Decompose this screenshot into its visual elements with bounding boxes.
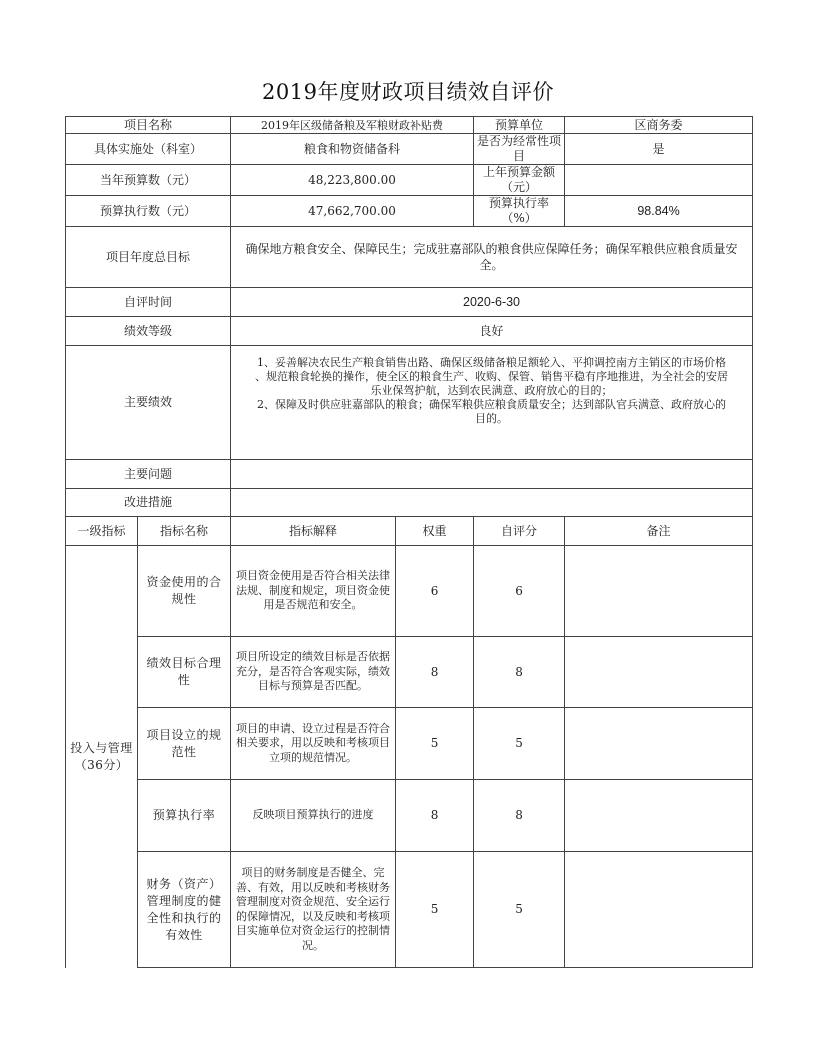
level1-group [66, 546, 138, 968]
eval-time-label: 自评时间 [66, 288, 231, 317]
indicator-score: 5 [474, 708, 565, 780]
issues-row [66, 460, 753, 489]
info-row-current-budget [66, 165, 753, 196]
execution-rate-label: 预算执行率（%） [474, 196, 565, 227]
eval-time-value: 2020-6-30 [231, 288, 753, 317]
executed-budget-value: 47,662,700.00 [231, 196, 474, 227]
indicator-note [565, 546, 753, 637]
indicator-name: 资金使用的合规性 [138, 546, 231, 637]
evaluation-table [65, 116, 753, 968]
table-row [66, 708, 753, 780]
eval-time-row [66, 288, 753, 317]
table-row [66, 780, 753, 852]
table-row [66, 637, 753, 708]
header-note: 备注 [565, 517, 753, 546]
annual-goal-label: 项目年度总目标 [66, 227, 231, 288]
recurring-project-value: 是 [565, 134, 753, 165]
project-name-label: 项目名称 [66, 117, 231, 134]
header-score: 自评分 [474, 517, 565, 546]
indicator-name: 绩效目标合理性 [138, 637, 231, 708]
improvements-value [231, 489, 753, 517]
performance-row [66, 346, 753, 460]
performance-label: 主要绩效 [66, 346, 231, 460]
performance-value [231, 346, 753, 460]
indicator-explanation: 项目的申请、设立过程是否符合相关要求，用以反映和考核项目立项的规范情况。 [231, 708, 396, 780]
annual-goal-value: 确保地方粮食安全、保障民生；完成驻嘉部队的粮食供应保障任务；确保军粮供应粮食质量安全。 [231, 227, 753, 288]
performance-line: 乐业保驾护航，达到农民满意、政府放心的目的； [370, 384, 613, 397]
indicator-note [565, 637, 753, 708]
execution-rate-value: 98.84% [565, 196, 753, 227]
indicator-header-row [66, 517, 753, 546]
indicator-explanation: 反映项目预算执行的进度 [231, 780, 396, 852]
indicator-note [565, 780, 753, 852]
improvements-label: 改进措施 [66, 489, 231, 517]
improvements-row [66, 489, 753, 517]
grade-label: 绩效等级 [66, 317, 231, 346]
group-name: 投入与管理 [70, 740, 133, 755]
header-level1: 一级指标 [66, 517, 138, 546]
info-row-department [66, 134, 753, 165]
header-weight: 权重 [396, 517, 474, 546]
indicator-weight: 5 [396, 852, 474, 968]
issues-value [231, 460, 753, 489]
executed-budget-label: 预算执行数（元） [66, 196, 231, 227]
recurring-project-label: 是否为经常性项目 [474, 134, 565, 165]
previous-budget-value [565, 165, 753, 196]
info-row-project-name [66, 117, 753, 134]
indicator-weight: 8 [396, 637, 474, 708]
header-explanation: 指标解释 [231, 517, 396, 546]
department-label: 具体实施处（科室） [66, 134, 231, 165]
performance-line: 1、妥善解决农民生产粮食销售出路、确保区级储备粮足额轮入、平抑调控南方主销区的市场价格 [257, 356, 727, 369]
evaluation-sheet [65, 116, 752, 968]
indicator-explanation: 项目资金使用是否符合相关法律法规、制度和规定，项目资金使用是否规范和安全。 [231, 546, 396, 637]
indicator-weight: 8 [396, 780, 474, 852]
indicator-weight: 6 [396, 546, 474, 637]
performance-line: 目的。 [475, 412, 509, 425]
page-title: 2019年度财政项目绩效自评价 [262, 80, 554, 104]
group-points: （36分） [74, 757, 129, 772]
current-budget-label: 当年预算数（元） [66, 165, 231, 196]
indicator-score: 6 [474, 546, 565, 637]
info-row-executed-budget [66, 196, 753, 227]
indicator-score: 8 [474, 637, 565, 708]
project-name-value: 2019年区级储备粮及军粮财政补贴费 [231, 117, 474, 134]
indicator-score: 5 [474, 852, 565, 968]
current-budget-value: 48,223,800.00 [231, 165, 474, 196]
indicator-name: 项目设立的规范性 [138, 708, 231, 780]
department-value: 粮食和物资储备科 [231, 134, 474, 165]
table-row [66, 546, 753, 637]
indicator-score: 8 [474, 780, 565, 852]
performance-line: 、规范粮食轮换的操作，使全区的粮食生产、收购、保管、销售平稳有序地推进，为全社会的安居 [255, 370, 729, 383]
table-row [66, 852, 753, 968]
budget-unit-label: 预算单位 [474, 117, 565, 134]
indicator-name: 财务（资产）管理制度的健全性和执行的有效性 [138, 852, 231, 968]
performance-line: 2、保障及时供应驻嘉部队的粮食；确保军粮供应粮食质量安全；达到部队官兵满意、政府放心的 [257, 398, 727, 411]
grade-value: 良好 [231, 317, 753, 346]
previous-budget-label: 上年预算金额（元） [474, 165, 565, 196]
indicator-note [565, 852, 753, 968]
indicator-weight: 5 [396, 708, 474, 780]
budget-unit-value: 区商务委 [565, 117, 753, 134]
annual-goal-row [66, 227, 753, 288]
indicator-explanation: 项目所设定的绩效目标是否依据充分，是否符合客观实际，绩效目标与预算是否匹配。 [231, 637, 396, 708]
indicator-note [565, 708, 753, 780]
indicator-explanation: 项目的财务制度是否健全、完善、有效，用以反映和考核财务管理制度对资金规范、安全运行的保障情况，以及反映和考核项目实施单位对资金运行的控制情况。 [231, 852, 396, 968]
issues-label: 主要问题 [66, 460, 231, 489]
header-indicator-name: 指标名称 [138, 517, 231, 546]
indicator-name: 预算执行率 [138, 780, 231, 852]
grade-row [66, 317, 753, 346]
